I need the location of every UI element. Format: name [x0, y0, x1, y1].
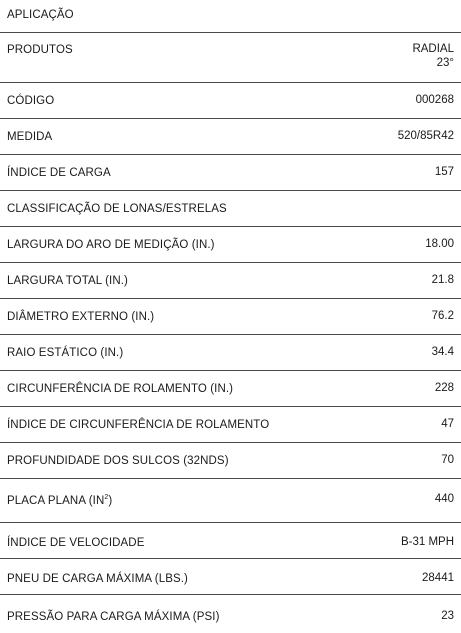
- spec-value: 47: [441, 418, 454, 430]
- spec-label: LARGURA DO ARO DE MEDIÇÃO (IN.): [7, 239, 215, 251]
- spec-row-classificacao-lonas: [0, 191, 461, 227]
- spec-value: 23: [441, 610, 454, 622]
- spec-label: [7, 495, 112, 507]
- spec-label-close: ): [108, 495, 113, 507]
- spec-value: 34.4: [431, 346, 454, 358]
- spec-label: CIRCUNFERÊNCIA DE ROLAMENTO (IN.): [7, 383, 234, 395]
- spec-label: PRODUTOS: [7, 44, 73, 56]
- spec-row-pressao-carga-maxima: [0, 595, 461, 633]
- spec-value: 18.00: [425, 238, 454, 250]
- spec-value: 76.2: [431, 310, 454, 322]
- spec-row-circunferencia-rolamento: [0, 371, 461, 407]
- spec-value: B-31 MPH: [400, 536, 454, 548]
- spec-value-line2: 23°: [436, 57, 454, 69]
- spec-value: 520/85R42: [397, 130, 454, 142]
- spec-row-largura-aro: [0, 227, 461, 263]
- spec-label: ÍNDICE DE VELOCIDADE: [7, 537, 145, 549]
- spec-row-largura-total: [0, 263, 461, 299]
- spec-row-aplicacao: [0, 0, 461, 33]
- spec-value: 28441: [422, 572, 454, 584]
- spec-label: RAIO ESTÁTICO (IN.): [7, 347, 124, 359]
- spec-row-carga-maxima: [0, 559, 461, 595]
- spec-value: 440: [434, 493, 454, 505]
- spec-label: PNEU DE CARGA MÁXIMA (LBS.): [7, 573, 188, 585]
- spec-label: APLICAÇÃO: [7, 9, 74, 21]
- spec-value: [412, 42, 454, 70]
- spec-label: ÍNDICE DE CARGA: [7, 167, 111, 179]
- spec-label: CÓDIGO: [7, 95, 55, 107]
- spec-label: PROFUNDIDADE DOS SULCOS (32NDS): [7, 455, 229, 467]
- spec-label-text: PLACA PLANA (IN: [7, 495, 105, 507]
- spec-value: 157: [434, 166, 454, 178]
- spec-value: 21.8: [431, 274, 454, 286]
- spec-label: DIÂMETRO EXTERNO (IN.): [7, 311, 155, 323]
- spec-row-codigo: [0, 83, 461, 119]
- spec-row-placa-plana: [0, 479, 461, 523]
- spec-row-profundidade-sulcos: [0, 443, 461, 479]
- spec-value: 70: [441, 454, 454, 466]
- spec-row-indice-carga: [0, 155, 461, 191]
- spec-label: LARGURA TOTAL (IN.): [7, 275, 128, 287]
- spec-label-superscript: 2: [104, 494, 109, 501]
- spec-value-line1: RADIAL: [412, 43, 454, 55]
- spec-label: PRESSÃO PARA CARGA MÁXIMA (PSI): [7, 611, 220, 623]
- spec-label: MEDIDA: [7, 131, 53, 143]
- spec-row-produtos: [0, 33, 461, 83]
- spec-row-indice-circunferencia: [0, 407, 461, 443]
- spec-label: ÍNDICE DE CIRCUNFERÊNCIA DE ROLAMENTO: [7, 419, 270, 431]
- spec-value: 000268: [415, 94, 454, 106]
- spec-row-diametro-externo: [0, 299, 461, 335]
- spec-row-indice-velocidade: [0, 523, 461, 559]
- spec-value: 228: [434, 382, 454, 394]
- spec-row-medida: [0, 119, 461, 155]
- spec-label: CLASSIFICAÇÃO DE LONAS/ESTRELAS: [7, 203, 227, 215]
- spec-row-raio-estatico: [0, 335, 461, 371]
